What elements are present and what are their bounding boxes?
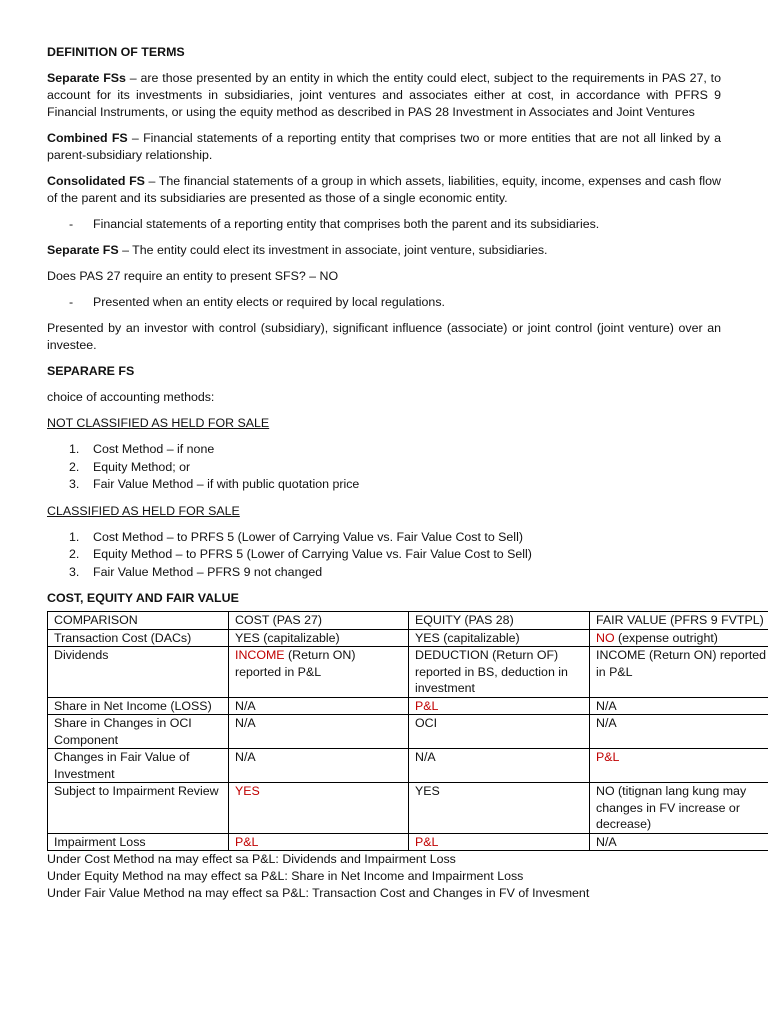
table-cell: N/A	[590, 715, 768, 749]
consolidated-note	[47, 216, 721, 233]
table-cell: N/A	[590, 833, 768, 851]
dash-bullet: -	[69, 217, 74, 231]
document-page	[47, 44, 767, 902]
row-label: Share in Net Income (LOSS)	[48, 697, 229, 715]
table-cell: INCOME (Return ON) reported in P&L	[229, 647, 409, 698]
pas27-question: Does PAS 27 require an entity to present SFS? – NO	[47, 269, 339, 283]
table-row	[48, 697, 768, 715]
table-cell: YES	[229, 783, 409, 834]
definition-term: Consolidated FS	[47, 174, 145, 188]
summary-fair-value: Under Fair Value Method na may effect sa P&L: Transaction Cost and Changes in FV of Invesment	[47, 886, 590, 900]
table-cell: OCI	[409, 715, 590, 749]
list-item: 1. Cost Method – to PRFS 5 (Lower of Carrying Value vs. Fair Value Cost to Sell)	[69, 529, 523, 544]
table-cell: DEDUCTION (Return OF) reported in BS, deduction in investment	[409, 647, 590, 698]
choice-label: choice of accounting methods:	[47, 390, 215, 404]
definition-term: Separate FS	[47, 243, 119, 257]
table-cell: N/A	[590, 697, 768, 715]
table-header-cell: FAIR VALUE (PFRS 9 FVTPL)	[590, 612, 768, 630]
note-text: Financial statements of a reporting entity that comprises both the parent and its subsidiaries.	[93, 217, 600, 231]
table-cell: P&L	[229, 833, 409, 851]
row-label: Changes in Fair Value of Investment	[48, 749, 229, 783]
comparison-table	[47, 611, 768, 851]
table-cell: N/A	[409, 749, 590, 783]
list-item: 2. Equity Method; or	[69, 459, 191, 474]
definition-text: – The entity could elect its investment in associate, joint venture, subsidiaries.	[118, 243, 548, 257]
question-note	[47, 294, 721, 311]
note-text: Presented when an entity elects or required by local regulations.	[93, 295, 445, 309]
table-cell: YES (capitalizable)	[229, 629, 409, 647]
definition-text: – The financial statements of a group in which assets, liabilities, equity, income, expenses and cash flow of the parent and its subsidiaries are presented as those of a single economic entity.	[47, 174, 721, 205]
presented-by-paragraph: Presented by an investor with control (subsidiary), significant influence (associate) or joint control (joint venture) over an investee.	[47, 321, 721, 352]
section-heading: SEPARARE FS	[47, 364, 135, 378]
held-heading: CLASSIFIED AS HELD FOR SALE	[47, 503, 240, 518]
dash-bullet: -	[69, 295, 74, 309]
held-list	[47, 529, 721, 582]
table-row	[48, 715, 768, 749]
table-row	[48, 833, 768, 851]
page-title: DEFINITION OF TERMS	[47, 45, 185, 59]
table-row	[48, 647, 768, 698]
definition-separate-fs	[47, 242, 721, 259]
summary-cost: Under Cost Method na may effect sa P&L: Dividends and Impairment Loss	[47, 852, 456, 866]
table-row	[48, 783, 768, 834]
table-cell: N/A	[229, 715, 409, 749]
table-heading: COST, EQUITY AND FAIR VALUE	[47, 591, 239, 605]
not-held-heading: NOT CLASSIFIED AS HELD FOR SALE	[47, 416, 270, 430]
table-cell: P&L	[409, 833, 590, 851]
table-cell: YES (capitalizable)	[409, 629, 590, 647]
table-cell: N/A	[229, 697, 409, 715]
table-header-cell: EQUITY (PAS 28)	[409, 612, 590, 630]
row-label: Dividends	[48, 647, 229, 698]
definition-text: – are those presented by an entity in which the entity could elect, subject to the requirements in PAS 27, to account for its investments in subsidiaries, joint ventures and associates either at cost, in accordance with PFRS 9 Financial Instruments, or using the equity method as described in PAS 28 Investment in Associates and Joint Ventures	[47, 71, 721, 119]
row-label: Share in Changes in OCI Component	[48, 715, 229, 749]
not-held-list	[47, 441, 721, 494]
definition-consolidated-fs	[47, 173, 721, 207]
definition-term: Separate FSs	[47, 71, 126, 85]
table-header-cell: COST (PAS 27)	[229, 612, 409, 630]
row-label: Subject to Impairment Review	[48, 783, 229, 834]
row-label: Transaction Cost (DACs)	[48, 629, 229, 647]
definition-term: Combined FS	[47, 131, 128, 145]
table-row	[48, 629, 768, 647]
list-item: 2. Equity Method – to PFRS 5 (Lower of Carrying Value vs. Fair Value Cost to Sell)	[69, 547, 532, 561]
summary-equity: Under Equity Method na may effect sa P&L: Share in Net Income and Impairment Loss	[47, 869, 524, 883]
definition-separate-fss	[47, 70, 721, 121]
list-item: 3. Fair Value Method – if with public quotation price	[69, 477, 360, 491]
table-cell: P&L	[590, 749, 768, 783]
table-header-row	[48, 612, 768, 630]
table-header-cell: COMPARISON	[48, 612, 229, 630]
table-cell: YES	[409, 783, 590, 834]
table-cell: P&L	[409, 697, 590, 715]
list-item: 1. Cost Method – if none	[69, 442, 215, 456]
table-cell: N/A	[229, 749, 409, 783]
definition-combined-fs	[47, 130, 721, 164]
table-row	[48, 749, 768, 783]
table-cell: NO (expense outright)	[590, 629, 768, 647]
definition-text: – Financial statements of a reporting entity that comprises two or more entities that are not all linked by a parent-subsidiary relationship.	[47, 131, 722, 162]
table-cell: INCOME (Return ON) reported in P&L	[590, 647, 768, 698]
row-label: Impairment Loss	[48, 833, 229, 851]
list-item: 3. Fair Value Method – PFRS 9 not changed	[69, 564, 323, 579]
table-cell: NO (titignan lang kung may changes in FV increase or decrease)	[590, 783, 768, 834]
